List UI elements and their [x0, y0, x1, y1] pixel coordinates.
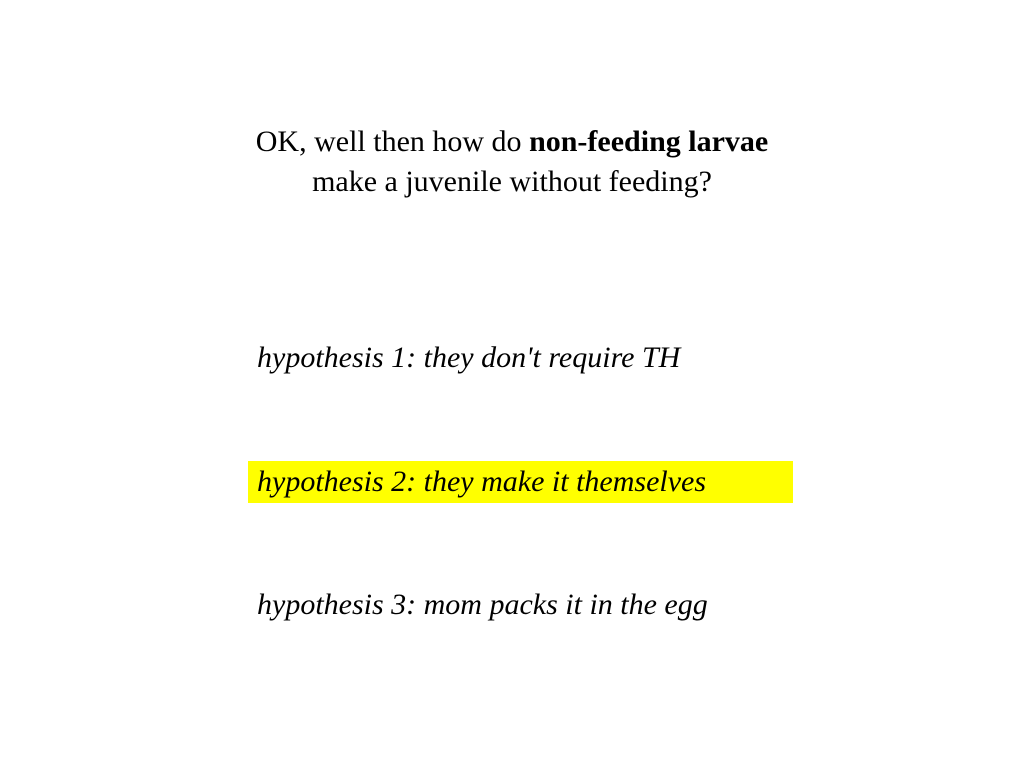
- slide-title: [0, 122, 1024, 202]
- hypothesis-2: hypothesis 2: they make it themselves: [257, 465, 707, 498]
- hypothesis-1: hypothesis 1: they don't require TH: [257, 341, 681, 374]
- title-bold-term: non-feeding larvae: [529, 125, 769, 158]
- title-line-2: make a juvenile without feeding?: [312, 165, 712, 198]
- title-prefix: OK, well then how do: [255, 125, 530, 158]
- hypothesis-3: hypothesis 3: mom packs it in the egg: [257, 588, 708, 621]
